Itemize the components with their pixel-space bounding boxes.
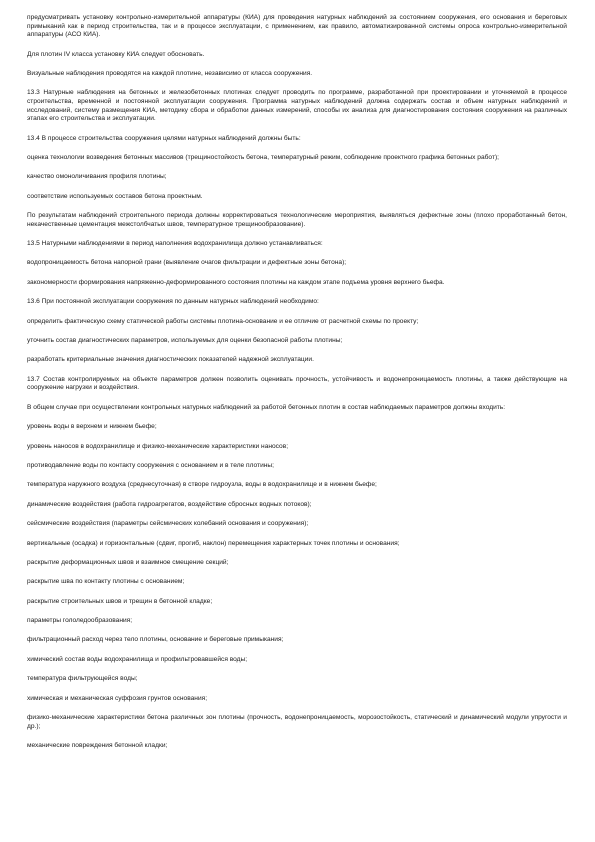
list-item: механические повреждения бетонной кладки; <box>27 742 168 750</box>
paragraph-construction-results: По результатам наблюдений строительного периода должны корректироваться технологические мероприятия, выявляться дефектные зоны (плохо проработанный бетон, некачественные цементация межстолбчатых швов, температурное трещинообразование). <box>27 212 567 228</box>
paragraph-class-iv: Для плотин IV класса установку КИА следует обосновать. <box>27 50 205 58</box>
list-item: определить фактическую схему статической работы системы плотина-основание и ее отличие от расчетной схемы по проекту; <box>27 317 419 325</box>
list-item: химическая и механическая суффозия грунтов основания; <box>27 694 208 702</box>
list-item: закономерности формирования напряженно-деформированного состояния плотины на каждом этапе подъема уровня верхнего бьефа. <box>27 278 445 286</box>
list-item: раскрытие деформационных швов и взаимное смещение секций; <box>27 558 229 566</box>
list-item: температура фильтрующейся воды; <box>27 675 138 683</box>
paragraph-13-4: 13.4 В процессе строительства сооружения целями натурных наблюдений должны быть: <box>27 134 301 142</box>
list-item: уточнить состав диагностических параметров, используемых для оценки безопасной работы плотины; <box>27 337 343 345</box>
paragraph-visual-observations: Визуальные наблюдения проводятся на каждой плотине, независимо от класса сооружения. <box>27 69 313 77</box>
paragraph-13-3: 13.3 Натурные наблюдения на бетонных и железобетонных плотинах следует проводить по программе, разработанной при проектировании и уточняемой в процессе строительства, временной и постоянной эксплуатации сооружения. Программа натурных наблюдений должна содержать состав и объем натурных наблюдений и исследований, систему размещения КИА, методику сбора и обработки данных измерений, способы их анализа для диагностирования состояния сооружения на различных этапах его строительства и эксплуатации. <box>27 89 567 123</box>
list-item: параметры гололедообразования; <box>27 617 133 625</box>
list-item: сейсмические воздействия (параметры сейсмических колебаний основания и сооружения); <box>27 520 309 528</box>
list-item: уровень наносов в водохранилище и физико-механические характеристики наносов; <box>27 442 289 450</box>
list-item: разработать критериальные значения диагностических показателей надежной эксплуатации. <box>27 356 314 364</box>
list-item: раскрытие строительных швов и трещин в бетонной кладке; <box>27 597 213 605</box>
list-item: температура наружного воздуха (среднесуточная) в створе гидроузла, воды в водохранилище и в нижнем бьефе; <box>27 481 377 489</box>
list-item: динамические воздействия (работа гидроагрегатов, воздействие сбросных водных потоков); <box>27 500 312 508</box>
paragraph-13-5: 13.5 Натурными наблюдениями в период наполнения водохранилища должно устанавливаться: <box>27 240 323 248</box>
list-item: противодавление воды по контакту сооружения с основанием и в теле плотины; <box>27 461 274 469</box>
list-item: оценка технологии возведения бетонных массивов (трещиностойкость бетона, температурный режим, соблюдение проектного графика бетонных работ); <box>27 153 499 161</box>
list-item: фильтрационный расход через тело плотины, основание и береговые примыкания; <box>27 636 284 644</box>
list-item: уровень воды в верхнем и нижнем бьефе; <box>27 423 157 431</box>
list-item: химический состав воды водохранилища и профильтровавшейся воды; <box>27 655 248 663</box>
list-item: водопроницаемость бетона напорной грани (выявление очагов фильтрации и дефектные зоны бетона); <box>27 259 347 267</box>
list-item: раскрытие шва по контакту плотины с основанием; <box>27 578 185 586</box>
list-item: вертикальные (осадка) и горизонтальные (сдвиг, прогиб, наклон) перемещения характерных точек плотины и основания; <box>27 539 400 547</box>
paragraph-general-case: В общем случае при осуществлении контрольных натурных наблюдений за работой бетонных плотин в состав наблюдаемых параметров должны входить: <box>27 403 506 411</box>
paragraph-13-7: 13.7 Состав контролируемых на объекте параметров должен позволить оценивать прочность, устойчивость и водонепроницаемость плотины, а также действующие на сооружение нагрузки и воздействия. <box>27 375 567 392</box>
paragraph-kia-intro: предусматривать установку контрольно-измерительной аппаратуры (КИА) для проведения натурных наблюдений за состоянием сооружения, его основания и береговых примыканий как в период строительства, так и в процессе эксплуатации, с применением, как правило, автоматизированной системы опроса контрольно-измерительной аппаратуры (АСО КИА). <box>27 14 567 39</box>
paragraph-13-6: 13.6 При постоянной эксплуатации сооружения по данным натурных наблюдений необходимо: <box>27 298 319 306</box>
document-page <box>27 14 567 761</box>
list-item: физико-механические характеристики бетона различных зон плотины (прочность, водонепроницаемость, морозостойкость, статический и динамический модули упругости и др.); <box>27 714 567 730</box>
list-item: соответствие используемых составов бетона проектным. <box>27 192 203 200</box>
list-item: качество омоноличивания профиля плотины; <box>27 173 167 181</box>
